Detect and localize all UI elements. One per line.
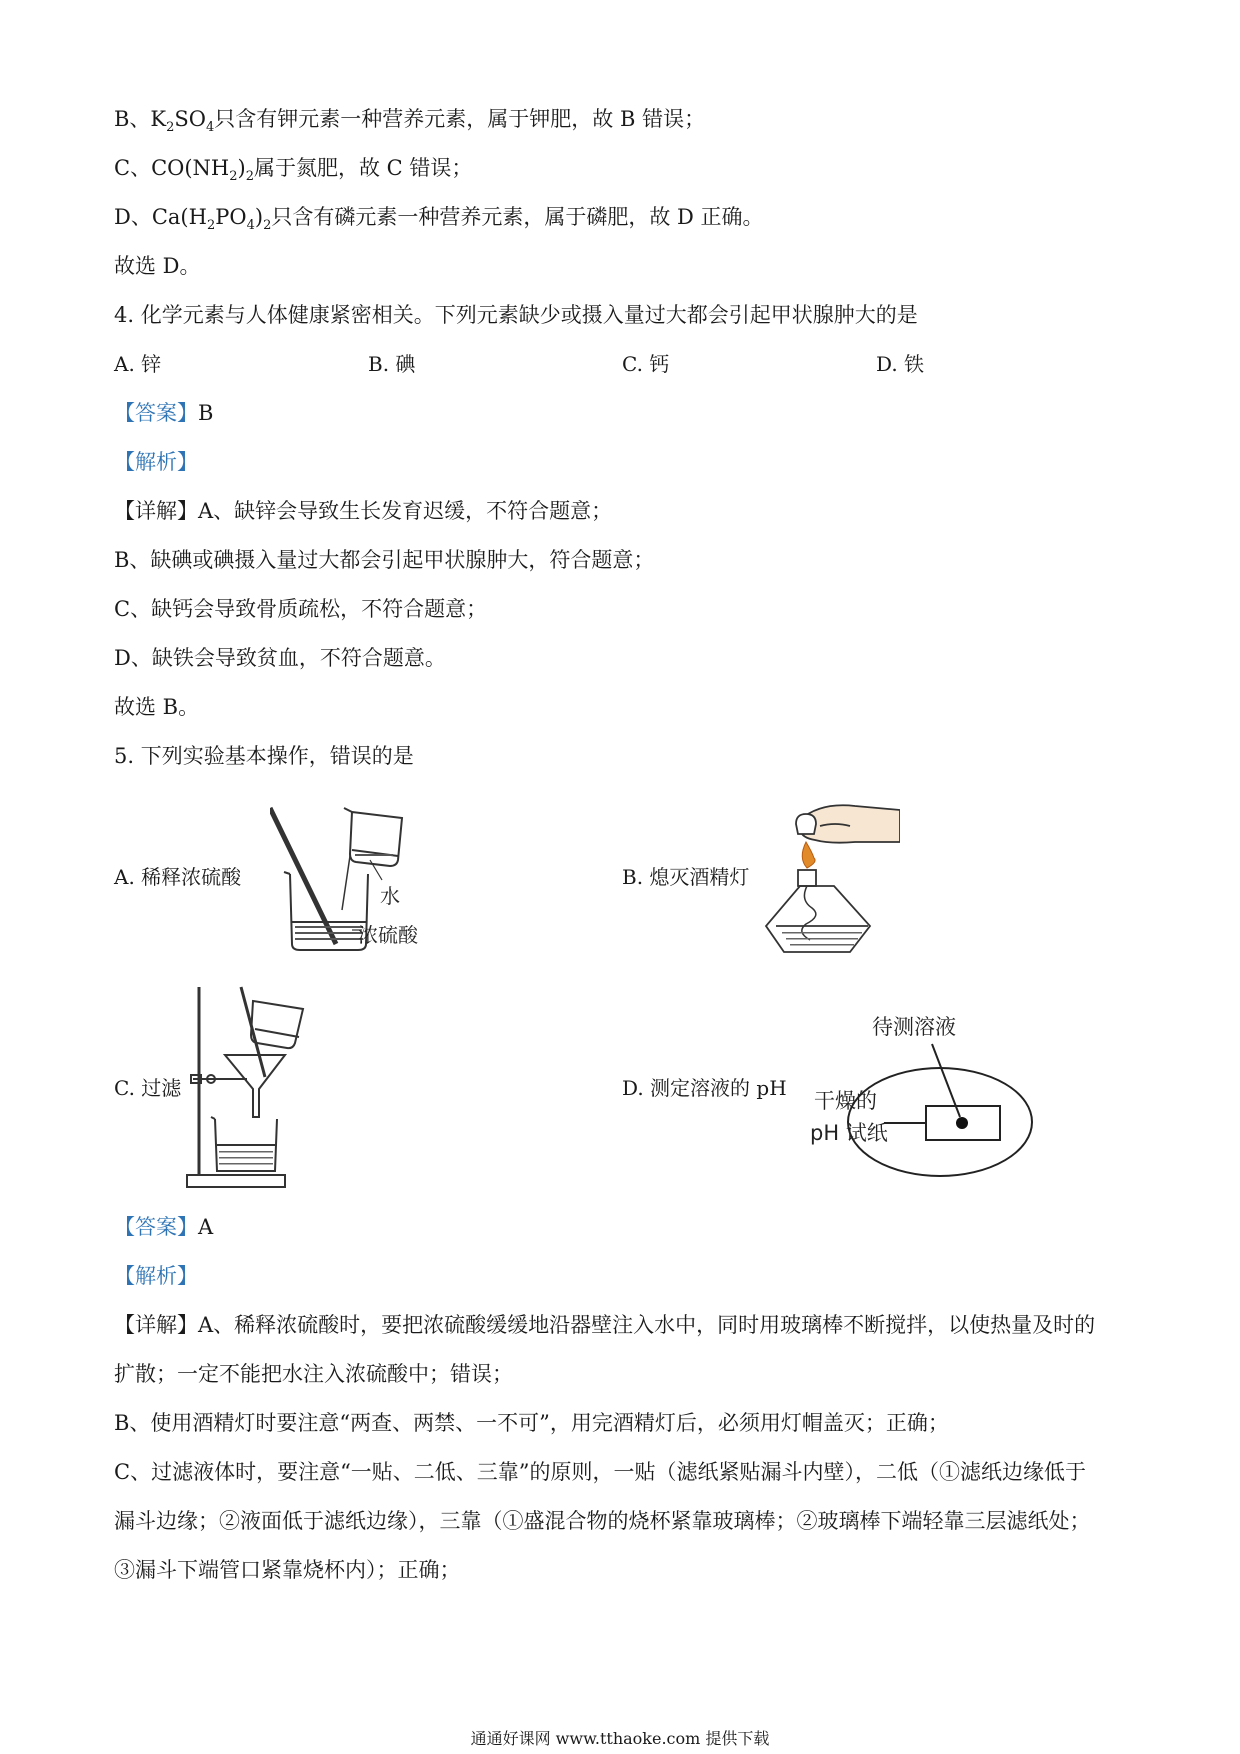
q5-detail-c-1: C、过滤液体时，要注意“一贴、二低、三靠”的原则，一贴（滤纸紧贴漏斗内壁），二低（①滤纸边缘低于	[114, 1460, 1087, 1484]
label-concentrated-acid: 浓硫酸	[358, 923, 418, 947]
q5-detail-b: B、使用酒精灯时要注意“两查、两禁、一不可”，用完酒精灯后，必须用灯帽盖灭；正确；	[114, 1411, 949, 1435]
figure-alcohol-lamp	[760, 800, 900, 960]
q5-answer: 【答案】A	[114, 1215, 214, 1239]
label-ph-paper: pH 试纸	[810, 1121, 888, 1145]
q3-option-c-explanation: C、$CO(NH_2)_2$属于氮肥，故 C 错误；	[114, 156, 473, 185]
q4-analysis-label: 【解析】	[114, 450, 198, 474]
q5-option-b: B. 熄灭酒精灯	[622, 865, 750, 889]
q4-stem: 4. 化学元素与人体健康紧密相关。下列元素缺少或摄入量过大都会引起甲状腺肿大的是	[114, 303, 918, 327]
q5-option-c: C. 过滤	[114, 1076, 182, 1100]
q4-option-b: B. 碘	[368, 352, 416, 376]
q4-detail-b: B、缺碘或碘摄入量过大都会引起甲状腺肿大，符合题意；	[114, 548, 655, 572]
q4-detail-a: 【详解】A、缺锌会导致生长发育迟缓，不符合题意；	[114, 499, 613, 523]
q4-conclusion: 故选 B。	[114, 695, 200, 719]
answer-label: 【答案】	[114, 401, 198, 425]
figure-dilute-acid	[270, 800, 440, 955]
q3-conclusion: 故选 D。	[114, 254, 201, 278]
q5-analysis-label: 【解析】	[114, 1264, 198, 1288]
label-water: 水	[380, 884, 400, 908]
q4-option-a: A. 锌	[114, 352, 162, 376]
q4-detail-d: D、缺铁会导致贫血，不符合题意。	[114, 646, 446, 670]
q5-detail-a-2: 扩散；一定不能把水注入浓硫酸中；错误；	[114, 1362, 513, 1386]
q3-option-b-explanation: B、$K_2SO_4$只含有钾元素一种营养元素，属于钾肥，故 B 错误；	[114, 107, 706, 136]
q5-option-a: A. 稀释浓硫酸	[114, 865, 242, 889]
q3-option-d-explanation: D、$Ca(H_2PO_4)_2$只含有磷元素一种营养元素，属于磷肥，故 D 正确。	[114, 205, 764, 234]
q5-stem: 5. 下列实验基本操作，错误的是	[114, 744, 414, 768]
label-test-solution: 待测溶液	[872, 1015, 956, 1039]
q5-detail-a-1: 【详解】A、稀释浓硫酸时，要把浓硫酸缓缓地沿器壁注入水中，同时用玻璃棒不断搅拌，以使热量及时的	[114, 1313, 1096, 1337]
figure-filtration	[185, 985, 335, 1190]
answer-label: 【答案】	[114, 1215, 198, 1239]
q5-detail-c-3: ③漏斗下端管口紧靠烧杯内）；正确；	[114, 1558, 461, 1582]
page-footer: 通通好课网 www.tthaoke.com 提供下载	[470, 1729, 770, 1748]
q5-option-d: D. 测定溶液的 pH	[622, 1076, 787, 1100]
q4-answer: 【答案】B	[114, 401, 214, 425]
figure-ph-test	[800, 1010, 1040, 1180]
label-dry: 干燥的	[814, 1089, 877, 1113]
q5-detail-c-2: 漏斗边缘；②液面低于滤纸边缘），三靠（①盛混合物的烧杯紧靠玻璃棒；②玻璃棒下端轻靠三层滤纸处；	[114, 1509, 1091, 1533]
q4-option-c: C. 钙	[622, 352, 670, 376]
q4-detail-c: C、缺钙会导致骨质疏松，不符合题意；	[114, 597, 488, 621]
q4-option-d: D. 铁	[876, 352, 925, 376]
